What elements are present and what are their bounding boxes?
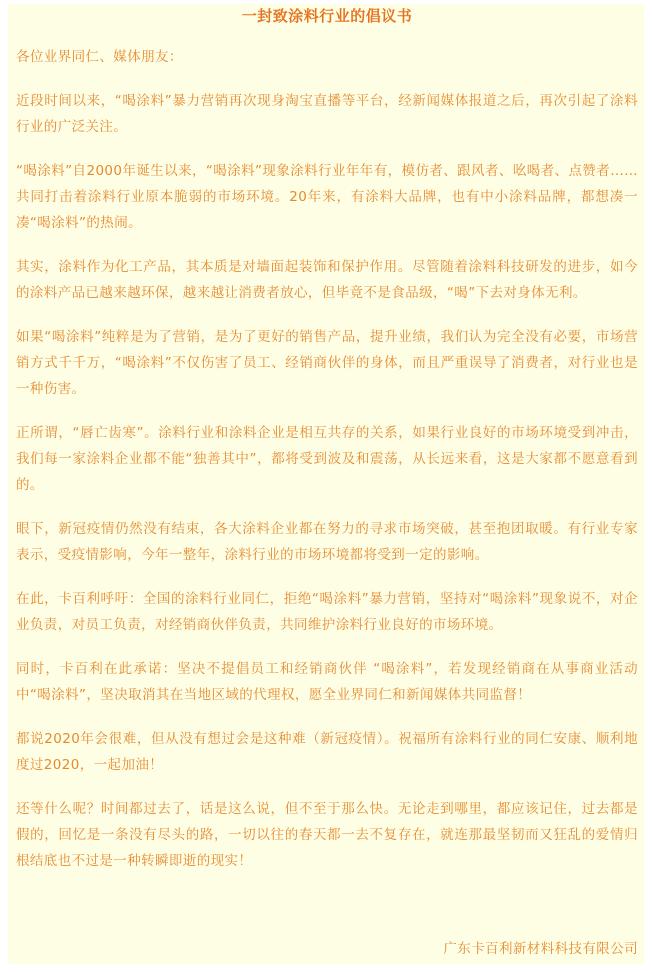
paragraph: “喝涂料”自2000年诞生以来，“喝涂料”现象涂料行业年年有，模仿者、跟风者、吆喝者、点赞者……共同打击着涂料行业原本脆弱的市场环境。20年来，有涂料大品牌，也有中小涂料品牌，都想凑一凑“喝涂料”的热闹。	[16, 163, 638, 231]
signature: 广东卡百利新材料科技有限公司	[443, 941, 638, 957]
paragraph: 都说2020年会很难，但从没有想过会是这种难（新冠疫情）。祝福所有涂料行业的同仁安康、顺利地度过2020，一起加油！	[16, 731, 638, 773]
paragraph: 正所谓，“唇亡齿寒”。涂料行业和涂料企业是相互共存的关系，如果行业良好的市场环境受到冲击，我们每一家涂料企业都不能“独善其中”，都将受到波及和震荡，从长远来看，这是大家都不愿意看到的。	[16, 425, 638, 493]
letter-title: 一封致涂料行业的倡议书	[241, 7, 413, 25]
letter-panel	[8, 4, 644, 964]
salutation: 各位业界同仁、媒体朋友：	[16, 49, 183, 65]
paragraph: 还等什么呢？时间都过去了，话是这么说，但不至于那么快。无论走到哪里，都应该记住，过去都是假的，回忆是一条没有尽头的路，一切以往的春天都一去不复存在，就连那最坚韧而又狂乱的爱情归根结底也不过是一种转瞬即逝的现实！	[16, 801, 638, 869]
paragraph: 其实，涂料作为化工产品，其本质是对墙面起装饰和保护作用。尽管随着涂料科技研发的进步，如今的涂料产品已越来越环保，越来越让消费者放心，但毕竟不是食品级，“喝”下去对身体无利。	[16, 259, 638, 301]
paragraph: 眼下，新冠疫情仍然没有结束，各大涂料企业都在努力的寻求市场突破，甚至抱团取暖。有行业专家表示，受疫情影响，今年一整年，涂料行业的市场环境都将受到一定的影响。	[16, 521, 638, 563]
paragraph: 同时，卡百利在此承诺：坚决不提倡员工和经销商伙伴 “喝涂料”，若发现经销商在从事商业活动中“喝涂料”，坚决取消其在当地区域的代理权，愿全业界同仁和新闻媒体共同监督！	[16, 661, 638, 703]
paragraph: 近段时间以来，“喝涂料”暴力营销再次现身淘宝直播等平台，经新闻媒体报道之后，再次引起了涂料行业的广泛关注。	[16, 93, 638, 135]
paragraph: 在此，卡百利呼吁：全国的涂料行业同仁，拒绝“喝涂料”暴力营销，坚持对“喝涂料”现象说不，对企业负责，对员工负责，对经销商伙伴负责，共同维护涂料行业良好的市场环境。	[16, 591, 638, 633]
paragraph: 如果“喝涂料”纯粹是为了营销，是为了更好的销售产品，提升业绩，我们认为完全没有必要，市场营销方式千千万，“喝涂料”不仅伤害了员工、经销商伙伴的身体，而且严重误导了消费者，对行业也是一种伤害。	[16, 329, 638, 397]
